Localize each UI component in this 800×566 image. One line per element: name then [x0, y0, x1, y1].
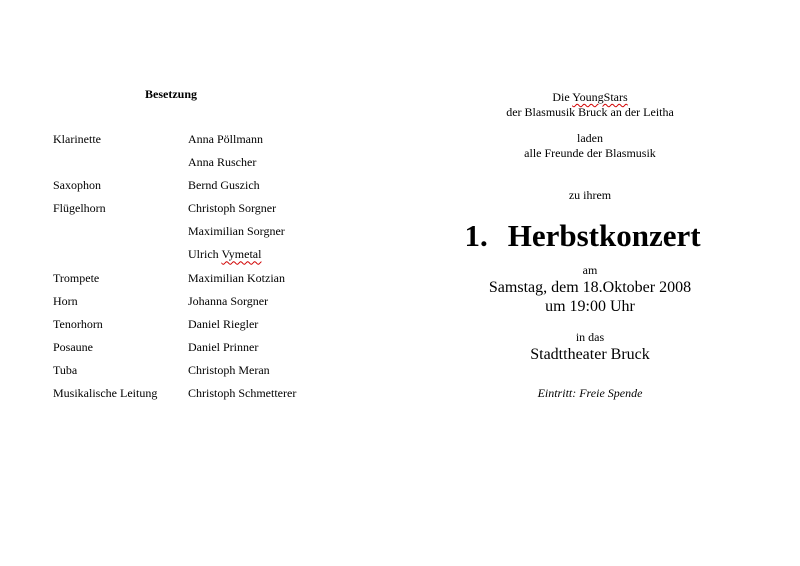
- cast-row: [53, 155, 353, 178]
- player-name: Christoph Meran: [188, 362, 270, 377]
- instrument-label: Flügelhorn: [53, 201, 106, 216]
- player-name: Christoph Schmetterer: [188, 386, 297, 401]
- cast-row: [53, 271, 353, 294]
- cast-row: [53, 247, 353, 270]
- player-name: Maximilian Sorgner: [188, 224, 285, 239]
- cast-row: [53, 363, 353, 386]
- invitation-prefix: Die: [552, 90, 573, 104]
- invitation-line: [440, 90, 740, 105]
- instrument-label: Tuba: [53, 362, 78, 377]
- cast-row: [53, 224, 353, 247]
- instrument-label: Posaune: [53, 339, 93, 354]
- instrument-label: Klarinette: [53, 132, 101, 146]
- instrument-label: Tenorhorn: [53, 316, 103, 331]
- player-name: Bernd Guszich: [188, 178, 260, 193]
- cast-row: [53, 386, 353, 409]
- cast-row: [53, 178, 353, 201]
- cast-row: [53, 317, 353, 340]
- cast-row: [53, 201, 353, 224]
- invitation-section: [440, 90, 740, 401]
- player-name: Daniel Riegler: [188, 316, 259, 331]
- invitation-line: zu ihrem: [568, 188, 612, 202]
- player-name: Maximilian Kotzian: [188, 270, 285, 285]
- cast-row: [53, 340, 353, 363]
- player-name: Christoph Sorgner: [188, 201, 277, 216]
- cast-heading: Besetzung: [145, 87, 197, 101]
- concert-number: 1.: [464, 218, 488, 253]
- concert-time: um 19:00 Uhr: [545, 298, 635, 315]
- concert-venue: Stadttheater Bruck: [530, 346, 650, 363]
- instrument-label: Horn: [53, 293, 78, 308]
- player-name: Anna Pöllmann: [188, 132, 263, 146]
- invitation-line: laden: [577, 131, 603, 145]
- player-first-name: Ulrich: [188, 247, 222, 262]
- concert-name: Herbstkonzert: [507, 218, 701, 253]
- concert-date: Samstag, dem 18.Oktober 2008: [488, 279, 692, 296]
- invitation-line: am: [582, 263, 598, 277]
- player-name: [188, 247, 261, 261]
- cast-list: [53, 132, 353, 409]
- instrument-label: Saxophon: [53, 178, 101, 193]
- concert-title: [425, 218, 740, 254]
- player-name: Daniel Prinner: [188, 339, 259, 354]
- spellcheck-flagged-word: Vymetal: [221, 247, 262, 262]
- invitation-line: der Blasmusik Bruck an der Leitha: [506, 105, 674, 119]
- invitation-line: in das: [575, 330, 605, 344]
- instrument-label: Musikalische Leitung: [53, 386, 158, 401]
- instrument-label: Trompete: [53, 270, 100, 285]
- entry-note: Eintritt: Freie Spende: [537, 386, 643, 400]
- invitation-line: alle Freunde der Blasmusik: [524, 146, 656, 160]
- spellcheck-flagged-word: YoungStars: [572, 90, 628, 104]
- cast-row: [53, 132, 353, 155]
- player-name: Johanna Sorgner: [188, 293, 269, 308]
- player-name: Anna Ruscher: [188, 155, 257, 170]
- cast-row: [53, 294, 353, 317]
